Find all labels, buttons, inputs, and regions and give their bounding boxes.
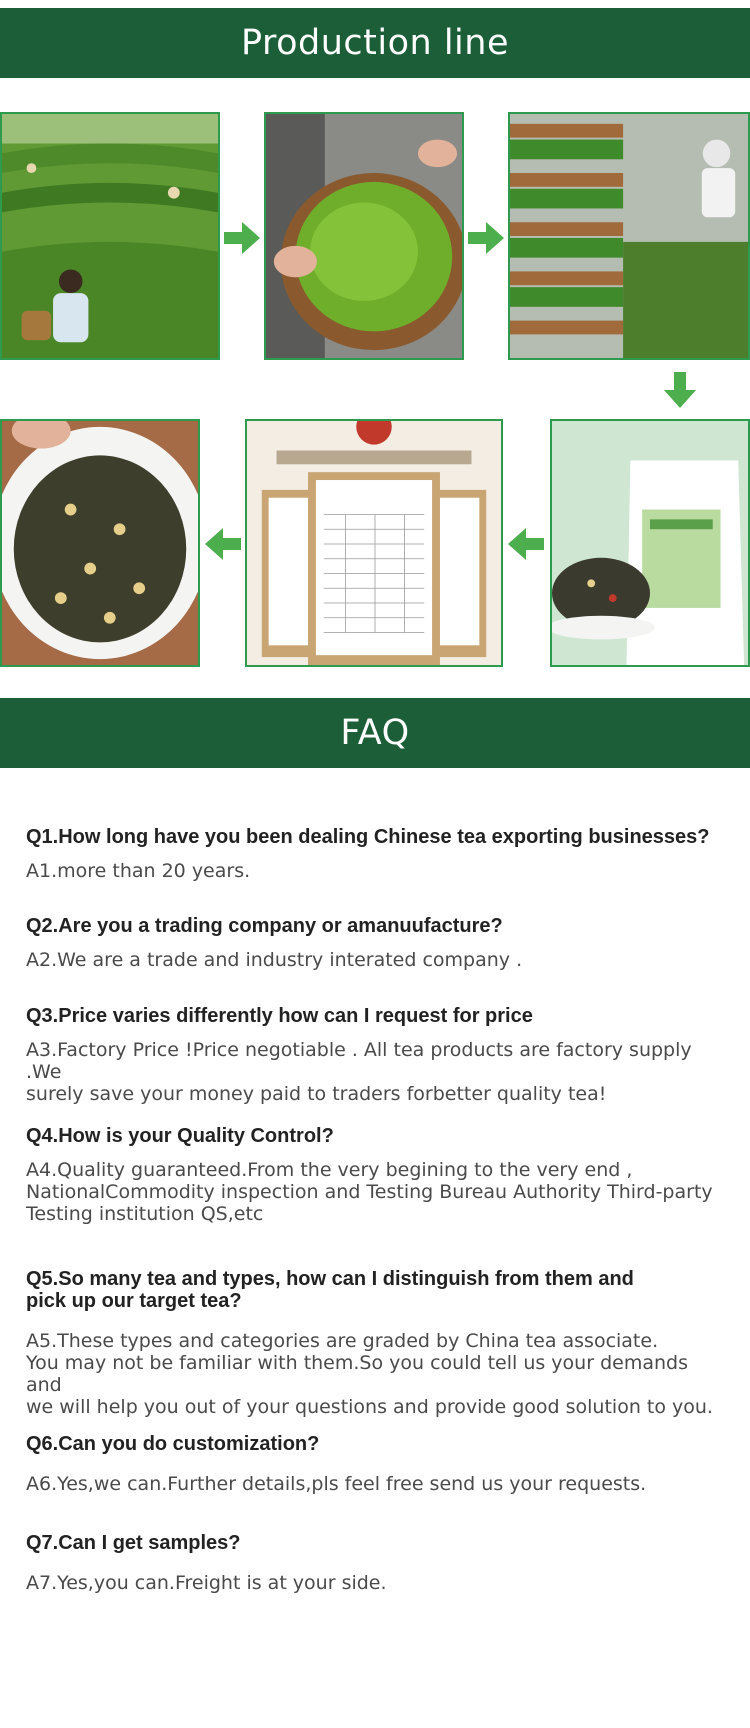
- food-license-certificate-photo: [245, 419, 503, 667]
- tea-plantation-picker-photo: [0, 112, 220, 360]
- faq-answer: A2.We are a trade and industry interated company .: [26, 949, 523, 971]
- jasmine-tea-bowl-photo: [0, 419, 200, 667]
- production-line-banner: [0, 8, 750, 78]
- faq-item-7: [26, 1532, 726, 1594]
- arrow-left-icon: [508, 528, 544, 560]
- faq-answer: A6.Yes,we can.Further details,pls feel free send us your requests.: [26, 1473, 647, 1495]
- faq-question: Q2.Are you a trading company or amanuufacture?: [26, 915, 503, 937]
- faq-answer: A3.Factory Price !Price negotiable . All tea products are factory supply .We surely save your money paid to traders forbetter quality tea!: [26, 1039, 692, 1105]
- tea-drying-racks-photo: [508, 112, 750, 360]
- arrow-right-icon: [224, 222, 260, 254]
- tea-basket-hands-photo: [264, 112, 464, 360]
- arrow-right-icon: [468, 222, 504, 254]
- faq-item-4: [26, 1125, 726, 1225]
- faq-item-5: [26, 1268, 726, 1418]
- faq-question: Q4.How is your Quality Control?: [26, 1125, 334, 1147]
- faq-answer: A5.These types and categories are graded by China tea associate. You may not be familiar with them.So you could tell us your demands and we will help you out of your questions and provide good solution to you.: [26, 1330, 713, 1418]
- jasmine-tea-package-photo: [550, 419, 750, 667]
- arrow-down-icon: [664, 372, 696, 408]
- faq-question: Q6.Can you do customization?: [26, 1433, 320, 1455]
- faq-answer: A4.Quality guaranteed.From the very begining to the very end , NationalCommodity inspection and Testing Bureau Authority Third-party Testing institution QS,etc: [26, 1159, 713, 1225]
- faq-question: Q5.So many tea and types, how can I distinguish from them and pick up our target tea?: [26, 1268, 634, 1312]
- faq-answer: A7.Yes,you can.Freight is at your side.: [26, 1572, 387, 1594]
- arrow-left-icon: [205, 528, 241, 560]
- faq-question: Q1.How long have you been dealing Chinese tea exporting businesses?: [26, 826, 710, 848]
- faq-item-6: [26, 1433, 726, 1495]
- faq-banner: [0, 698, 750, 768]
- faq-item-2: [26, 915, 726, 971]
- faq-item-3: [26, 1005, 726, 1105]
- faq-question: Q7.Can I get samples?: [26, 1532, 241, 1554]
- production-line-title: Production line: [240, 23, 509, 63]
- faq-answer: A1.more than 20 years.: [26, 860, 251, 882]
- faq-question: Q3.Price varies differently how can I request for price: [26, 1005, 533, 1027]
- faq-title: FAQ: [340, 713, 410, 753]
- faq-item-1: [26, 826, 726, 882]
